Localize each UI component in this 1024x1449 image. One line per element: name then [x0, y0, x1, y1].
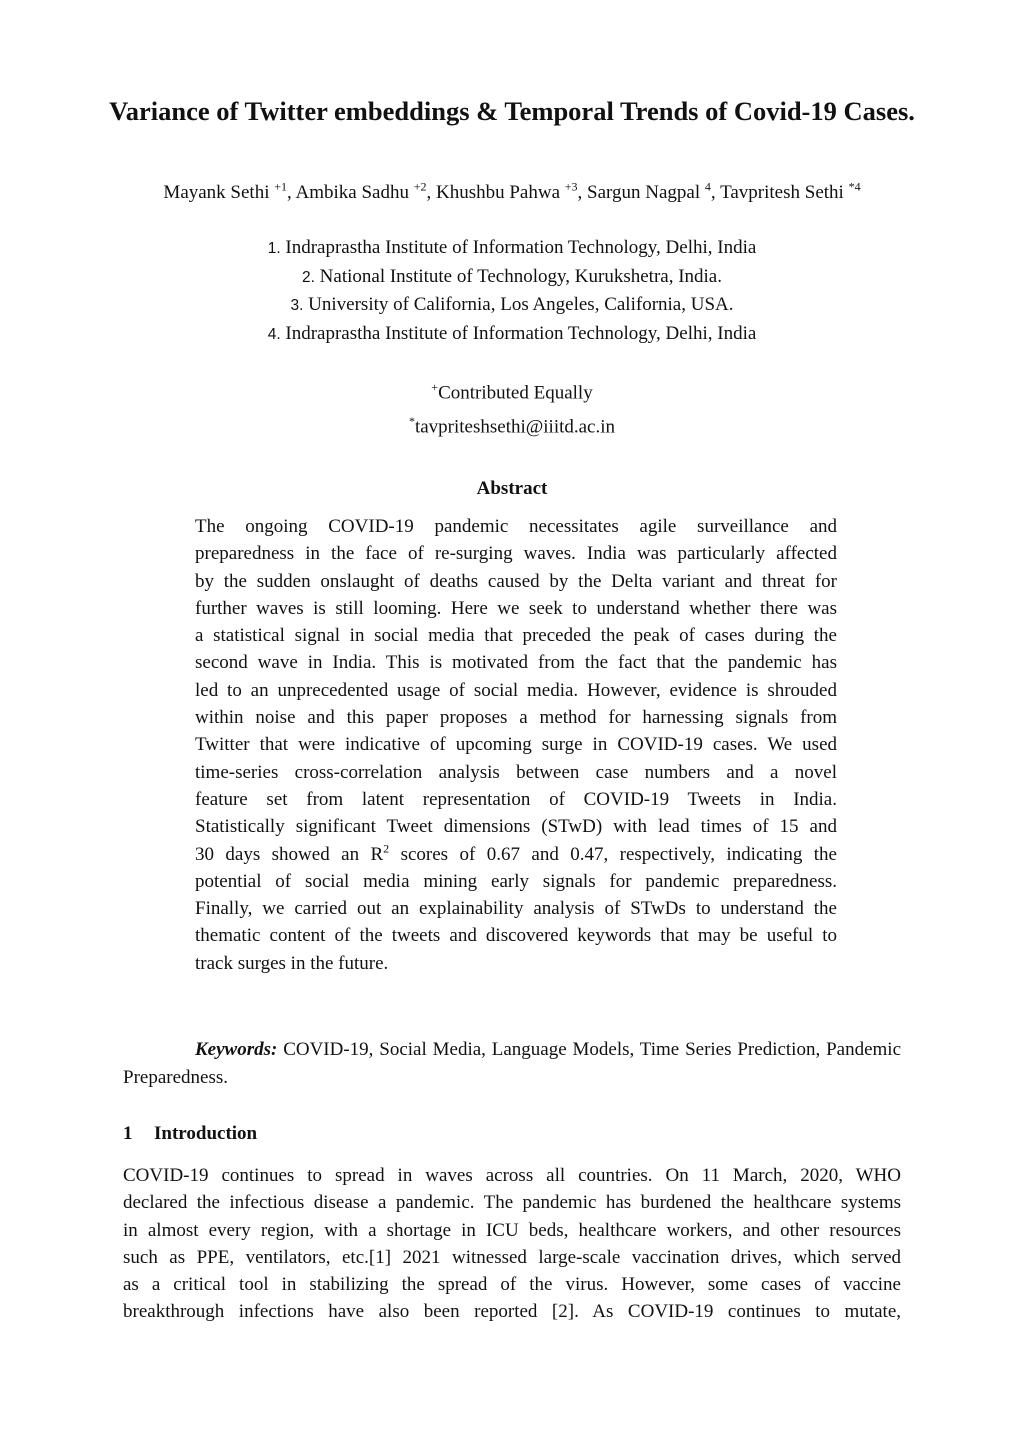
section-number: 1 — [123, 1123, 133, 1144]
abstract-line: potential of social media mining early signals for pandemic preparedness. — [195, 870, 837, 892]
abstract-line: by the sudden onslaught of deaths caused by the Delta variant and threat for — [195, 570, 837, 592]
abstract-line-r2: 30 days showed an $R^2$ scores of 0.67 and 0.47, respectively, indicating the — [195, 841, 837, 865]
abstract-line: within noise and this paper proposes a method for harnessing signals from — [195, 707, 837, 729]
affiliation-list — [0, 234, 1024, 348]
keywords-label: Keywords: — [195, 1039, 278, 1060]
abstract-line: further waves is still looming. Here we seek to understand whether there was — [195, 597, 837, 619]
abstract-line: led to an unprecedented usage of social media. However, evidence is shrouded — [195, 679, 837, 701]
section-heading-introduction — [123, 1123, 257, 1145]
author-mark: 4 — [704, 180, 711, 194]
paper-title: Variance of Twitter embeddings & Temporal Trends of Covid-19 Cases. — [109, 96, 915, 126]
intro-line: in almost every region, with a shortage in ICU beds, healthcare workers, and other resources — [123, 1219, 901, 1241]
author: Tavpritesh Sethi $^{*4}$ — [720, 180, 861, 204]
author-mark: +3 — [564, 180, 578, 194]
author: Ambika Sadhu $^{+2}$, — [295, 180, 436, 204]
abstract-line: The ongoing COVID-19 pandemic necessitates agile surveillance and — [195, 516, 837, 537]
intro-line: breakthrough infections have also been reported [2]. As COVID-19 continues to mutate, — [123, 1301, 901, 1323]
keywords-list: COVID-19, Social Media, Language Models, Time Series Prediction, — [283, 1039, 821, 1060]
author: Mayank Sethi $^{+1}$, — [163, 180, 296, 204]
abstract-line: time-series cross-correlation analysis between case numbers and a novel — [195, 761, 837, 783]
section-title: Introduction — [154, 1123, 258, 1144]
abstract-line: preparedness in the face of re-surging waves. India was particularly affected — [195, 543, 837, 565]
author-mark: *4 — [848, 180, 861, 194]
abstract-line: track surges in the future. — [195, 952, 389, 974]
abstract-line: second wave in India. This is motivated from the fact that the pandemic has — [195, 652, 837, 674]
affiliation: 3. University of California, Los Angeles, California, USA. — [290, 294, 734, 315]
author-mark: +2 — [413, 180, 427, 194]
affiliation: 1. Indraprastha Institute of Information Technology, Delhi, India — [267, 237, 757, 258]
abstract-line: Twitter that were indicative of upcoming surge in COVID-19 cases. We used — [195, 734, 837, 756]
intro-line: as a critical tool in stabilizing the spread of the virus. However, some cases of vaccine — [123, 1274, 901, 1296]
intro-line: COVID-19 continues to spread in waves across all countries. On 11 March, 2020, WHO — [123, 1165, 901, 1186]
author-mark: +1 — [274, 180, 288, 194]
abstract-line: Finally, we carried out an explainability analysis of STwDs to understand the — [195, 898, 837, 920]
affiliation: 2. National Institute of Technology, Kurukshetra, India. — [301, 265, 722, 287]
introduction-body — [123, 1162, 901, 1326]
author: Sargun Nagpal $^4$, — [587, 180, 721, 204]
author-list — [0, 180, 1024, 204]
affiliation: 4. Indraprastha Institute of Information Technology, Delhi, India — [267, 322, 757, 344]
abstract-body — [195, 513, 837, 977]
abstract-line: Statistically significant Tweet dimensions (STwD) with lead times of 15 and — [195, 816, 837, 838]
keywords-list-cont: Pandemic Preparedness. — [123, 1039, 902, 1088]
author: Khushbu Pahwa $^{+3}$, — [435, 180, 588, 204]
author-notes — [0, 373, 1024, 442]
abstract-heading: Abstract — [476, 478, 548, 499]
contact-email[interactable]: *tavpriteshsethi@iiitd.ac.in — [408, 414, 616, 438]
abstract-line: thematic content of the tweets and discovered keywords that may be useful to — [195, 925, 837, 947]
abstract-line: a statistical signal in social media that preceded the peak of cases during the — [195, 625, 837, 647]
contribution-note: +Contributed Equally — [431, 380, 593, 404]
abstract-line: feature set from latent representation of COVID-19 Tweets in India. — [195, 788, 837, 810]
intro-line: declared the infectious disease a pandemic. The pandemic has burdened the healthcare systems — [123, 1192, 901, 1214]
keywords-paragraph — [123, 1036, 901, 1092]
intro-line: such as PPE, ventilators, etc.[1] 2021 witnessed large-scale vaccination drives, which served — [123, 1246, 901, 1268]
